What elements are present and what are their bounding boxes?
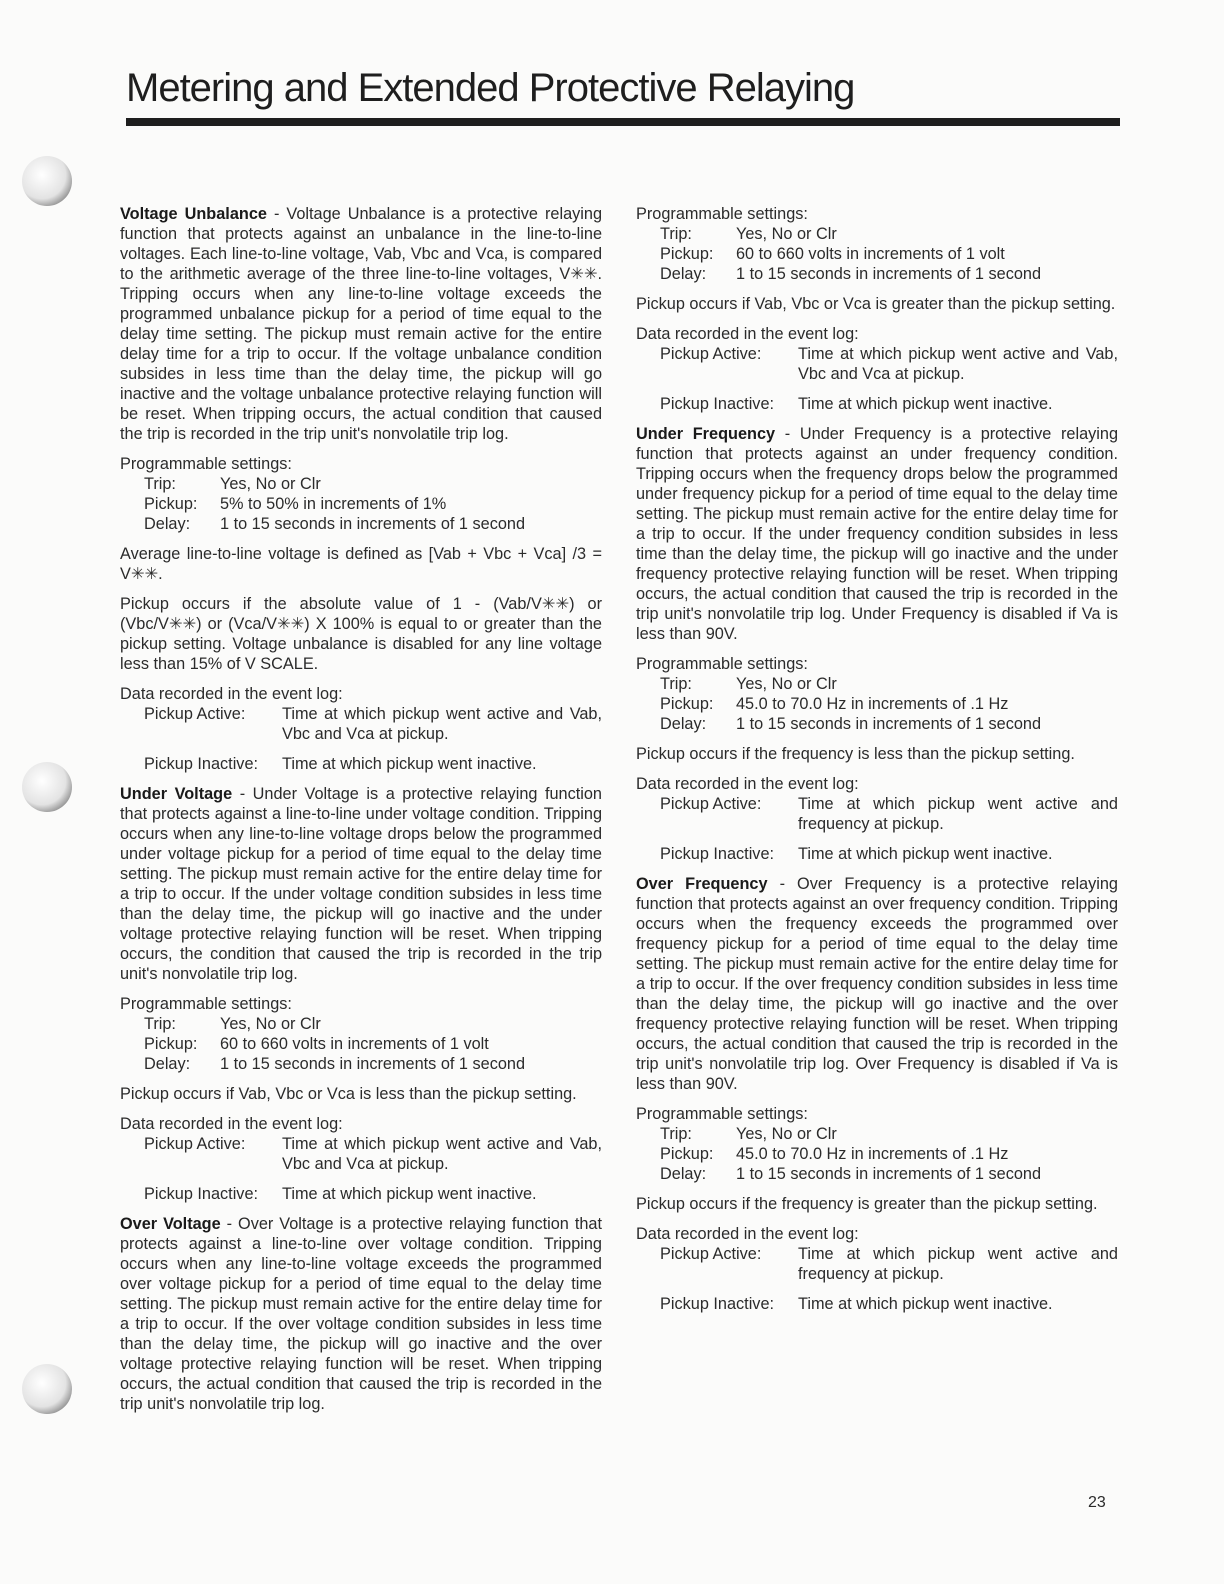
under-voltage-log-label: Data recorded in the event log: [120, 1115, 343, 1133]
under-voltage-body: - Under Voltage is a protective relaying function that protects against a line-to-line under voltage condition. Tripping occurs when any line-to-line voltage drops below the programmed under voltage pickup for a period of time equal to the delay time setting. The pickup must remain active for the entire delay time for a trip to occur. If the under voltage condition subsides in less time than the delay time, the pickup will go inactive and the under voltage protective relaying function will be reset. When tripping occurs, the condition that caused the trip is recorded in the trip unit's nonvolatile trip log. [120, 785, 602, 983]
log-row-pickup-inactive [120, 754, 602, 774]
log-row-pickup-active [120, 1134, 602, 1174]
log-key: Pickup Inactive: [144, 755, 259, 773]
settings-key: Trip: [144, 475, 176, 493]
settings-value: 1 to 15 seconds in increments of 1 second [220, 1055, 526, 1073]
settings-row-trip [636, 224, 1118, 244]
under-voltage-settings-label: Programmable settings: [120, 995, 292, 1013]
over-frequency-pickup-note: Pickup occurs if the frequency is greater than the pickup setting. [636, 1195, 1098, 1213]
settings-key: Pickup: [144, 495, 198, 513]
settings-row-pickup [636, 1144, 1118, 1164]
log-value: Time at which pickup went inactive. [282, 755, 537, 773]
log-value: Time at which pickup went active and Vab, Vbc and Vca at pickup. [282, 705, 602, 743]
settings-row-delay [636, 264, 1118, 284]
settings-key: Trip: [144, 1015, 176, 1033]
settings-value: Yes, No or Clr [736, 1125, 837, 1143]
log-row-pickup-active [636, 794, 1118, 834]
over-frequency-settings [636, 1124, 1118, 1184]
log-key: Pickup Inactive: [144, 1185, 259, 1203]
over-voltage-log-label: Data recorded in the event log: [636, 325, 859, 343]
settings-value: 45.0 to 70.0 Hz in increments of .1 Hz [736, 695, 1009, 713]
right-column [636, 204, 1118, 1324]
log-value: Time at which pickup went inactive. [798, 1295, 1053, 1313]
voltage-unbalance-log [120, 704, 602, 774]
over-voltage-settings-label: Programmable settings: [636, 205, 808, 223]
settings-key: Pickup: [660, 695, 714, 713]
over-voltage-settings [636, 224, 1118, 284]
settings-value: 45.0 to 70.0 Hz in increments of .1 Hz [736, 1145, 1009, 1163]
settings-value: Yes, No or Clr [736, 225, 837, 243]
over-frequency-paragraph [636, 874, 1118, 1094]
under-frequency-settings-label: Programmable settings: [636, 655, 808, 673]
settings-key: Trip: [660, 1125, 692, 1143]
over-frequency-settings-label: Programmable settings: [636, 1105, 808, 1123]
settings-key: Delay: [144, 515, 191, 533]
voltage-unbalance-settings [120, 474, 602, 534]
settings-row-trip [636, 1124, 1118, 1144]
log-row-pickup-inactive [636, 1294, 1118, 1314]
settings-row-delay [636, 714, 1118, 734]
under-frequency-settings [636, 674, 1118, 734]
settings-value: 1 to 15 seconds in increments of 1 second [736, 265, 1042, 283]
settings-key: Pickup: [660, 245, 714, 263]
settings-row-delay [120, 514, 602, 534]
over-voltage-body: - Over Voltage is a protective relaying function that protects against a line-to-line over voltage condition. Tripping occurs when any line-to-line voltage exceeds the programmed over voltage pickup for a period of time equal to the delay time setting. The pickup must remain active for the entire delay time for a trip to occur. If the over voltage condition subsides in less time than the delay time, the pickup will go inactive and the over voltage protective relaying function will be reset. When tripping occurs, the actual condition that caused the trip is recorded in the trip unit's nonvolatile trip log. [120, 1215, 602, 1413]
log-key: Pickup Inactive: [660, 1295, 775, 1313]
voltage-unbalance-pickup-note: Pickup occurs if the absolute value of 1 - (Vab/V✳✳) or (Vbc/V✳✳) or (Vca/V✳✳) X 100% is equal to or greater than the pickup setting. Voltage unbalance is disabled for any line voltage less than 15% of V SCALE. [120, 595, 602, 673]
log-key: Pickup Inactive: [660, 845, 775, 863]
log-row-pickup-inactive [636, 844, 1118, 864]
settings-key: Pickup: [660, 1145, 714, 1163]
log-value: Time at which pickup went inactive. [798, 395, 1053, 413]
log-value: Time at which pickup went active and frequency at pickup. [798, 1245, 1118, 1283]
left-column [120, 204, 602, 1424]
under-voltage-heading: Under Voltage [120, 785, 233, 803]
settings-key: Pickup: [144, 1035, 198, 1053]
title-rule [126, 118, 1120, 126]
page-title: Metering and Extended Protective Relaying [126, 66, 855, 110]
voltage-unbalance-body: - Voltage Unbalance is a protective relaying function that protects against an unbalance in the line-to-line voltages. Each line-to-line voltage, Vab, Vbc and Vca, is compared to the arithmetic average of the three line-to-line voltages, V✳✳. Tripping occurs when any line-to-line voltage exceeds the programmed unbalance pickup for a period of time equal to the delay time setting. The pickup must remain active for the entire delay time for a trip to occur. If the voltage unbalance condition subsides in less time than the delay time, the pickup will go inactive and the voltage unbalance protective relaying function will be reset. When tripping occurs, the actual condition that caused the trip is recorded in the trip unit's nonvolatile trip log. [120, 205, 602, 443]
log-value: Time at which pickup went active and Vab, Vbc and Vca at pickup. [282, 1135, 602, 1173]
settings-row-trip [636, 674, 1118, 694]
under-voltage-log [120, 1134, 602, 1204]
log-key: Pickup Active: [660, 1245, 762, 1263]
under-frequency-pickup-note: Pickup occurs if the frequency is less than the pickup setting. [636, 745, 1075, 763]
over-voltage-pickup-note: Pickup occurs if Vab, Vbc or Vca is greater than the pickup setting. [636, 295, 1116, 313]
log-value: Time at which pickup went inactive. [282, 1185, 537, 1203]
log-key: Pickup Active: [144, 1135, 246, 1153]
log-key: Pickup Active: [144, 705, 246, 723]
over-voltage-log [636, 344, 1118, 414]
settings-row-delay [636, 1164, 1118, 1184]
settings-value: Yes, No or Clr [220, 475, 321, 493]
settings-value: 60 to 660 volts in increments of 1 volt [220, 1035, 489, 1053]
over-frequency-body: - Over Frequency is a protective relaying function that protects against an over frequency condition. Tripping occurs when the frequency exceeds the programmed over frequency pickup for a period of time equal to the delay time setting. The pickup must remain active for the entire delay time for a trip to occur. If the over frequency condition subsides in less time than the delay time, the pickup will go inactive and the over frequency protective relaying function will be reset. When tripping occurs, the actual condition that caused the trip is recorded in the trip unit's nonvolatile trip log. Over Frequency is disabled if Va is less than 90V. [636, 875, 1118, 1093]
over-frequency-log [636, 1244, 1118, 1314]
voltage-unbalance-average-note: Average line-to-line voltage is defined as [Vab + Vbc + Vca] /3 = V✳✳. [120, 545, 602, 583]
log-row-pickup-inactive [636, 394, 1118, 414]
under-frequency-paragraph [636, 424, 1118, 644]
settings-value: 5% to 50% in increments of 1% [220, 495, 447, 513]
settings-value: Yes, No or Clr [736, 675, 837, 693]
under-frequency-heading: Under Frequency [636, 425, 776, 443]
voltage-unbalance-settings-label: Programmable settings: [120, 455, 292, 473]
over-voltage-paragraph [120, 1214, 602, 1414]
under-frequency-log [636, 794, 1118, 864]
under-frequency-log-label: Data recorded in the event log: [636, 775, 859, 793]
settings-key: Delay: [660, 265, 707, 283]
log-row-pickup-active [636, 1244, 1118, 1284]
log-value: Time at which pickup went active and Vab, Vbc and Vca at pickup. [798, 345, 1118, 383]
settings-row-trip [120, 474, 602, 494]
settings-key: Delay: [660, 715, 707, 733]
log-value: Time at which pickup went active and frequency at pickup. [798, 795, 1118, 833]
settings-row-pickup [120, 494, 602, 514]
settings-key: Trip: [660, 675, 692, 693]
voltage-unbalance-heading: Voltage Unbalance [120, 205, 267, 223]
settings-value: Yes, No or Clr [220, 1015, 321, 1033]
settings-value: 1 to 15 seconds in increments of 1 second [736, 715, 1042, 733]
log-key: Pickup Active: [660, 345, 762, 363]
settings-row-delay [120, 1054, 602, 1074]
binder-hole-bottom [22, 1364, 72, 1414]
over-voltage-heading: Over Voltage [120, 1215, 221, 1233]
page-number: 23 [1088, 1494, 1106, 1511]
voltage-unbalance-paragraph [120, 204, 602, 444]
voltage-unbalance-log-label: Data recorded in the event log: [120, 685, 343, 703]
settings-row-pickup [120, 1034, 602, 1054]
settings-row-pickup [636, 694, 1118, 714]
binder-hole-top [22, 156, 72, 206]
settings-value: 1 to 15 seconds in increments of 1 second [736, 1165, 1042, 1183]
under-voltage-paragraph [120, 784, 602, 984]
binder-hole-middle [22, 762, 72, 812]
log-key: Pickup Inactive: [660, 395, 775, 413]
log-key: Pickup Active: [660, 795, 762, 813]
settings-key: Delay: [660, 1165, 707, 1183]
settings-row-pickup [636, 244, 1118, 264]
over-frequency-log-label: Data recorded in the event log: [636, 1225, 859, 1243]
settings-value: 60 to 660 volts in increments of 1 volt [736, 245, 1005, 263]
over-frequency-heading: Over Frequency [636, 875, 768, 893]
under-voltage-settings [120, 1014, 602, 1074]
settings-key: Delay: [144, 1055, 191, 1073]
settings-key: Trip: [660, 225, 692, 243]
log-value: Time at which pickup went inactive. [798, 845, 1053, 863]
log-row-pickup-inactive [120, 1184, 602, 1204]
log-row-pickup-active [120, 704, 602, 744]
settings-row-trip [120, 1014, 602, 1034]
log-row-pickup-active [636, 344, 1118, 384]
settings-value: 1 to 15 seconds in increments of 1 second [220, 515, 526, 533]
under-frequency-body: - Under Frequency is a protective relaying function that protects against an under frequency condition. Tripping occurs when the frequency drops below the programmed under frequency pickup for a period of time equal to the delay time setting. The pickup must remain active for the entire delay time for a trip to occur. If the under frequency condition subsides in less time than the delay time, the pickup will go inactive and the under frequency protective relaying function will be reset. When tripping occurs, the actual condition that caused the trip is recorded in the trip unit's nonvolatile trip log. Under Frequency is disabled if Va is less than 90V. [636, 425, 1118, 643]
under-voltage-pickup-note: Pickup occurs if Vab, Vbc or Vca is less than the pickup setting. [120, 1085, 577, 1103]
